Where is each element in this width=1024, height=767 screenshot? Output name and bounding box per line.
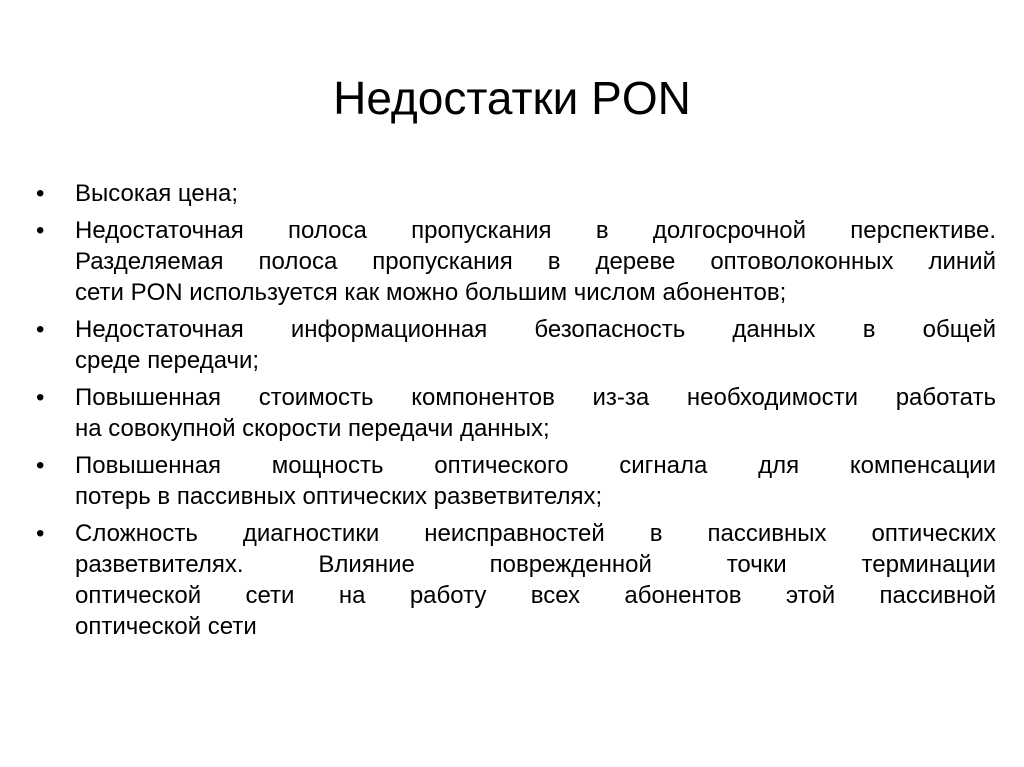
- bullet-line: Высокая цена;: [75, 180, 239, 207]
- bullet-line: Недостаточная полоса пропускания в долгосрочной перспективе.: [75, 217, 996, 244]
- bullet-line: на совокупной скорости передачи данных;: [75, 415, 550, 442]
- bullet-icon: •: [36, 384, 45, 411]
- bullet-line: оптической сети на работу всех абонентов этой пассивной: [75, 582, 996, 609]
- bullet-item: [36, 215, 996, 308]
- bullet-line: потерь в пассивных оптических разветвителях;: [75, 483, 603, 510]
- bullet-line: Сложность диагностики неисправностей в пассивных оптических: [75, 520, 996, 547]
- bullet-line: Недостаточная информационная безопасность данных в общей: [75, 316, 996, 343]
- bullet-list: [36, 178, 996, 648]
- bullet-line: Разделяемая полоса пропускания в дереве оптоволоконных линий: [75, 248, 996, 275]
- bullet-line: разветвителях. Влияние поврежденной точки терминации: [75, 551, 996, 578]
- bullet-icon: •: [36, 520, 45, 547]
- bullet-line: оптической сети: [75, 613, 257, 640]
- bullet-line: сети PON используется как можно большим числом абонентов;: [75, 279, 787, 306]
- bullet-item: [36, 178, 996, 209]
- bullet-icon: •: [36, 316, 45, 343]
- bullet-icon: •: [36, 452, 45, 479]
- bullet-icon: •: [36, 217, 45, 244]
- bullet-line: среде передачи;: [75, 347, 260, 374]
- bullet-item: [36, 450, 996, 512]
- bullet-item: [36, 382, 996, 444]
- bullet-icon: •: [36, 180, 45, 207]
- bullet-item: [36, 518, 996, 642]
- slide-title: Недостатки PON: [333, 72, 691, 124]
- bullet-line: Повышенная стоимость компонентов из-за необходимости работать: [75, 384, 996, 411]
- bullet-item: [36, 314, 996, 376]
- bullet-line: Повышенная мощность оптического сигнала для компенсации: [75, 452, 996, 479]
